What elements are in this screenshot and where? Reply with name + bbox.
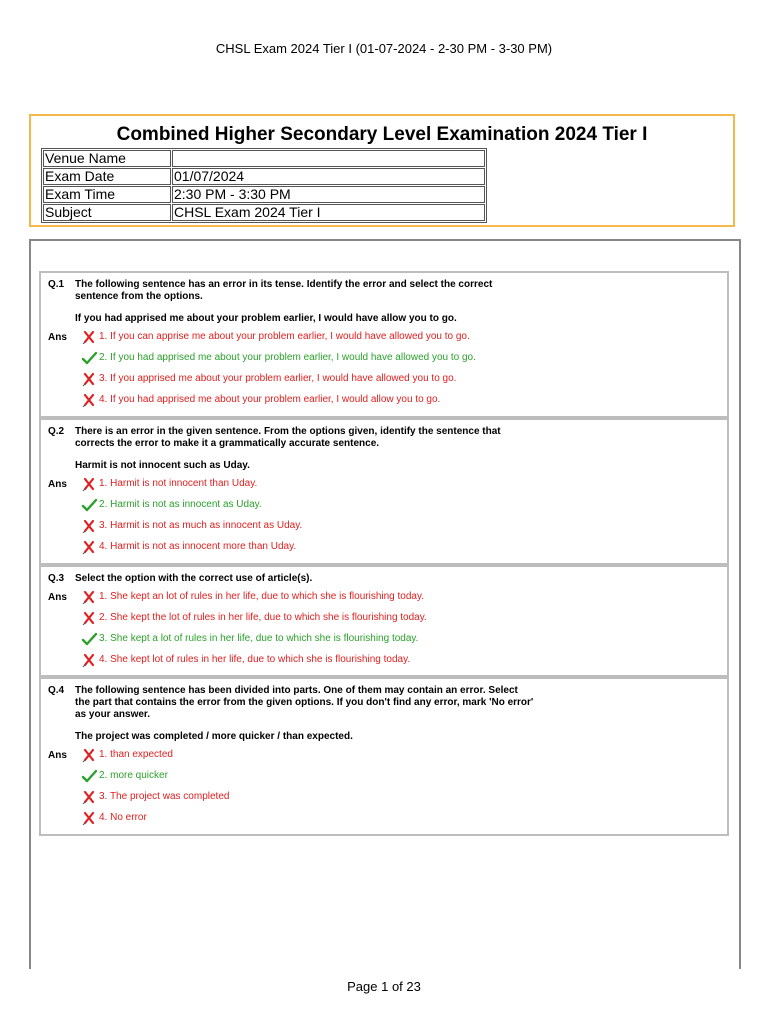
option-4: 4. She kept lot of rules in her life, due to which she is flourishing today.: [81, 653, 410, 667]
cross-icon: [81, 790, 99, 804]
option-4: 4. Harmit is not as innocent more than Uday.: [81, 540, 296, 554]
date-value: 01/07/2024: [172, 168, 485, 185]
question-statement: If you had apprised me about your problem earlier, I would have allow you to go.: [75, 313, 457, 324]
cross-icon: [81, 393, 99, 407]
question-text: [75, 685, 535, 743]
option-3: 3. She kept a lot of rules in her life, due to which she is flourishing today.: [81, 632, 418, 646]
cross-icon: [81, 519, 99, 533]
option-3: 3. The project was completed: [81, 790, 229, 804]
question-statement: Harmit is not innocent such as Uday.: [75, 460, 250, 471]
venue-value: [172, 150, 485, 167]
question-4: [39, 677, 729, 836]
cross-icon: [81, 372, 99, 386]
check-icon: [81, 498, 99, 512]
cross-icon: [81, 653, 99, 667]
ans-label: Ans: [48, 592, 67, 603]
question-number: Q.1: [48, 279, 65, 290]
check-icon: [81, 632, 99, 646]
option-1: 1. Harmit is not innocent than Uday.: [81, 477, 257, 491]
ans-label: Ans: [48, 750, 67, 761]
option-4: 4. If you had apprised me about your problem earlier, I would allow you to go.: [81, 393, 440, 407]
info-row-time: [43, 186, 485, 203]
info-row-venue: [43, 150, 485, 167]
question-number: Q.4: [48, 685, 65, 696]
option-1: 1. She kept an lot of rules in her life, due to which she is flourishing today.: [81, 590, 424, 604]
question-prompt: There is an error in the given sentence. From the options given, identify the sentence that corrects the error to make it a grammatically accurate sentence.: [75, 426, 501, 449]
cross-icon: [81, 540, 99, 554]
time-value: 2:30 PM - 3:30 PM: [172, 186, 485, 203]
question-number: Q.2: [48, 426, 65, 437]
option-2: 2. She kept the lot of rules in her life, due to which she is flourishing today.: [81, 611, 427, 625]
question-text: [75, 279, 535, 325]
option-1: 1. If you can apprise me about your problem earlier, I would have allowed you to go.: [81, 330, 470, 344]
cross-icon: [81, 330, 99, 344]
time-label: Exam Time: [43, 186, 171, 203]
cross-icon: [81, 611, 99, 625]
question-statement: The project was completed / more quicker / than expected.: [75, 731, 353, 742]
question-2: [39, 418, 729, 565]
exam-info-table: [41, 148, 487, 223]
cross-icon: [81, 477, 99, 491]
question-prompt: Select the option with the correct use of article(s).: [75, 573, 313, 584]
option-3: 3. Harmit is not as much as innocent as Uday.: [81, 519, 302, 533]
question-1: [39, 271, 729, 418]
page-header: CHSL Exam 2024 Tier I (01-07-2024 - 2-30 PM - 3-30 PM): [215, 41, 553, 56]
option-3: 3. If you apprised me about your problem earlier, I would have allowed you to go.: [81, 372, 456, 386]
venue-label: Venue Name: [43, 150, 171, 167]
question-text: [75, 573, 535, 585]
exam-info-box: [29, 114, 735, 227]
subject-value: CHSL Exam 2024 Tier I: [172, 204, 485, 221]
option-2: 2. more quicker: [81, 769, 168, 783]
option-4: 4. No error: [81, 811, 147, 825]
page-footer: Page 1 of 23: [347, 979, 421, 994]
question-prompt: The following sentence has been divided into parts. One of them may contain an error. Select the part that contains the error from the given options. If you don't find any error, mark 'No error' as your answer.: [75, 685, 534, 720]
info-row-date: [43, 168, 485, 185]
option-2: 2. If you had apprised me about your problem earlier, I would have allowed you to go.: [81, 351, 476, 365]
ans-label: Ans: [48, 479, 67, 490]
exam-title: Combined Higher Secondary Level Examination 2024 Tier I: [116, 124, 648, 145]
cross-icon: [81, 748, 99, 762]
cross-icon: [81, 590, 99, 604]
question-prompt: The following sentence has an error in its tense. Identify the error and select the correct sentence from the options.: [75, 279, 493, 302]
option-1: 1. than expected: [81, 748, 173, 762]
option-2: 2. Harmit is not as innocent as Uday.: [81, 498, 262, 512]
info-row-subject: [43, 204, 485, 221]
question-text: [75, 426, 535, 472]
question-3: [39, 565, 729, 677]
question-number: Q.3: [48, 573, 65, 584]
ans-label: Ans: [48, 332, 67, 343]
check-icon: [81, 769, 99, 783]
subject-label: Subject: [43, 204, 171, 221]
check-icon: [81, 351, 99, 365]
date-label: Exam Date: [43, 168, 171, 185]
cross-icon: [81, 811, 99, 825]
